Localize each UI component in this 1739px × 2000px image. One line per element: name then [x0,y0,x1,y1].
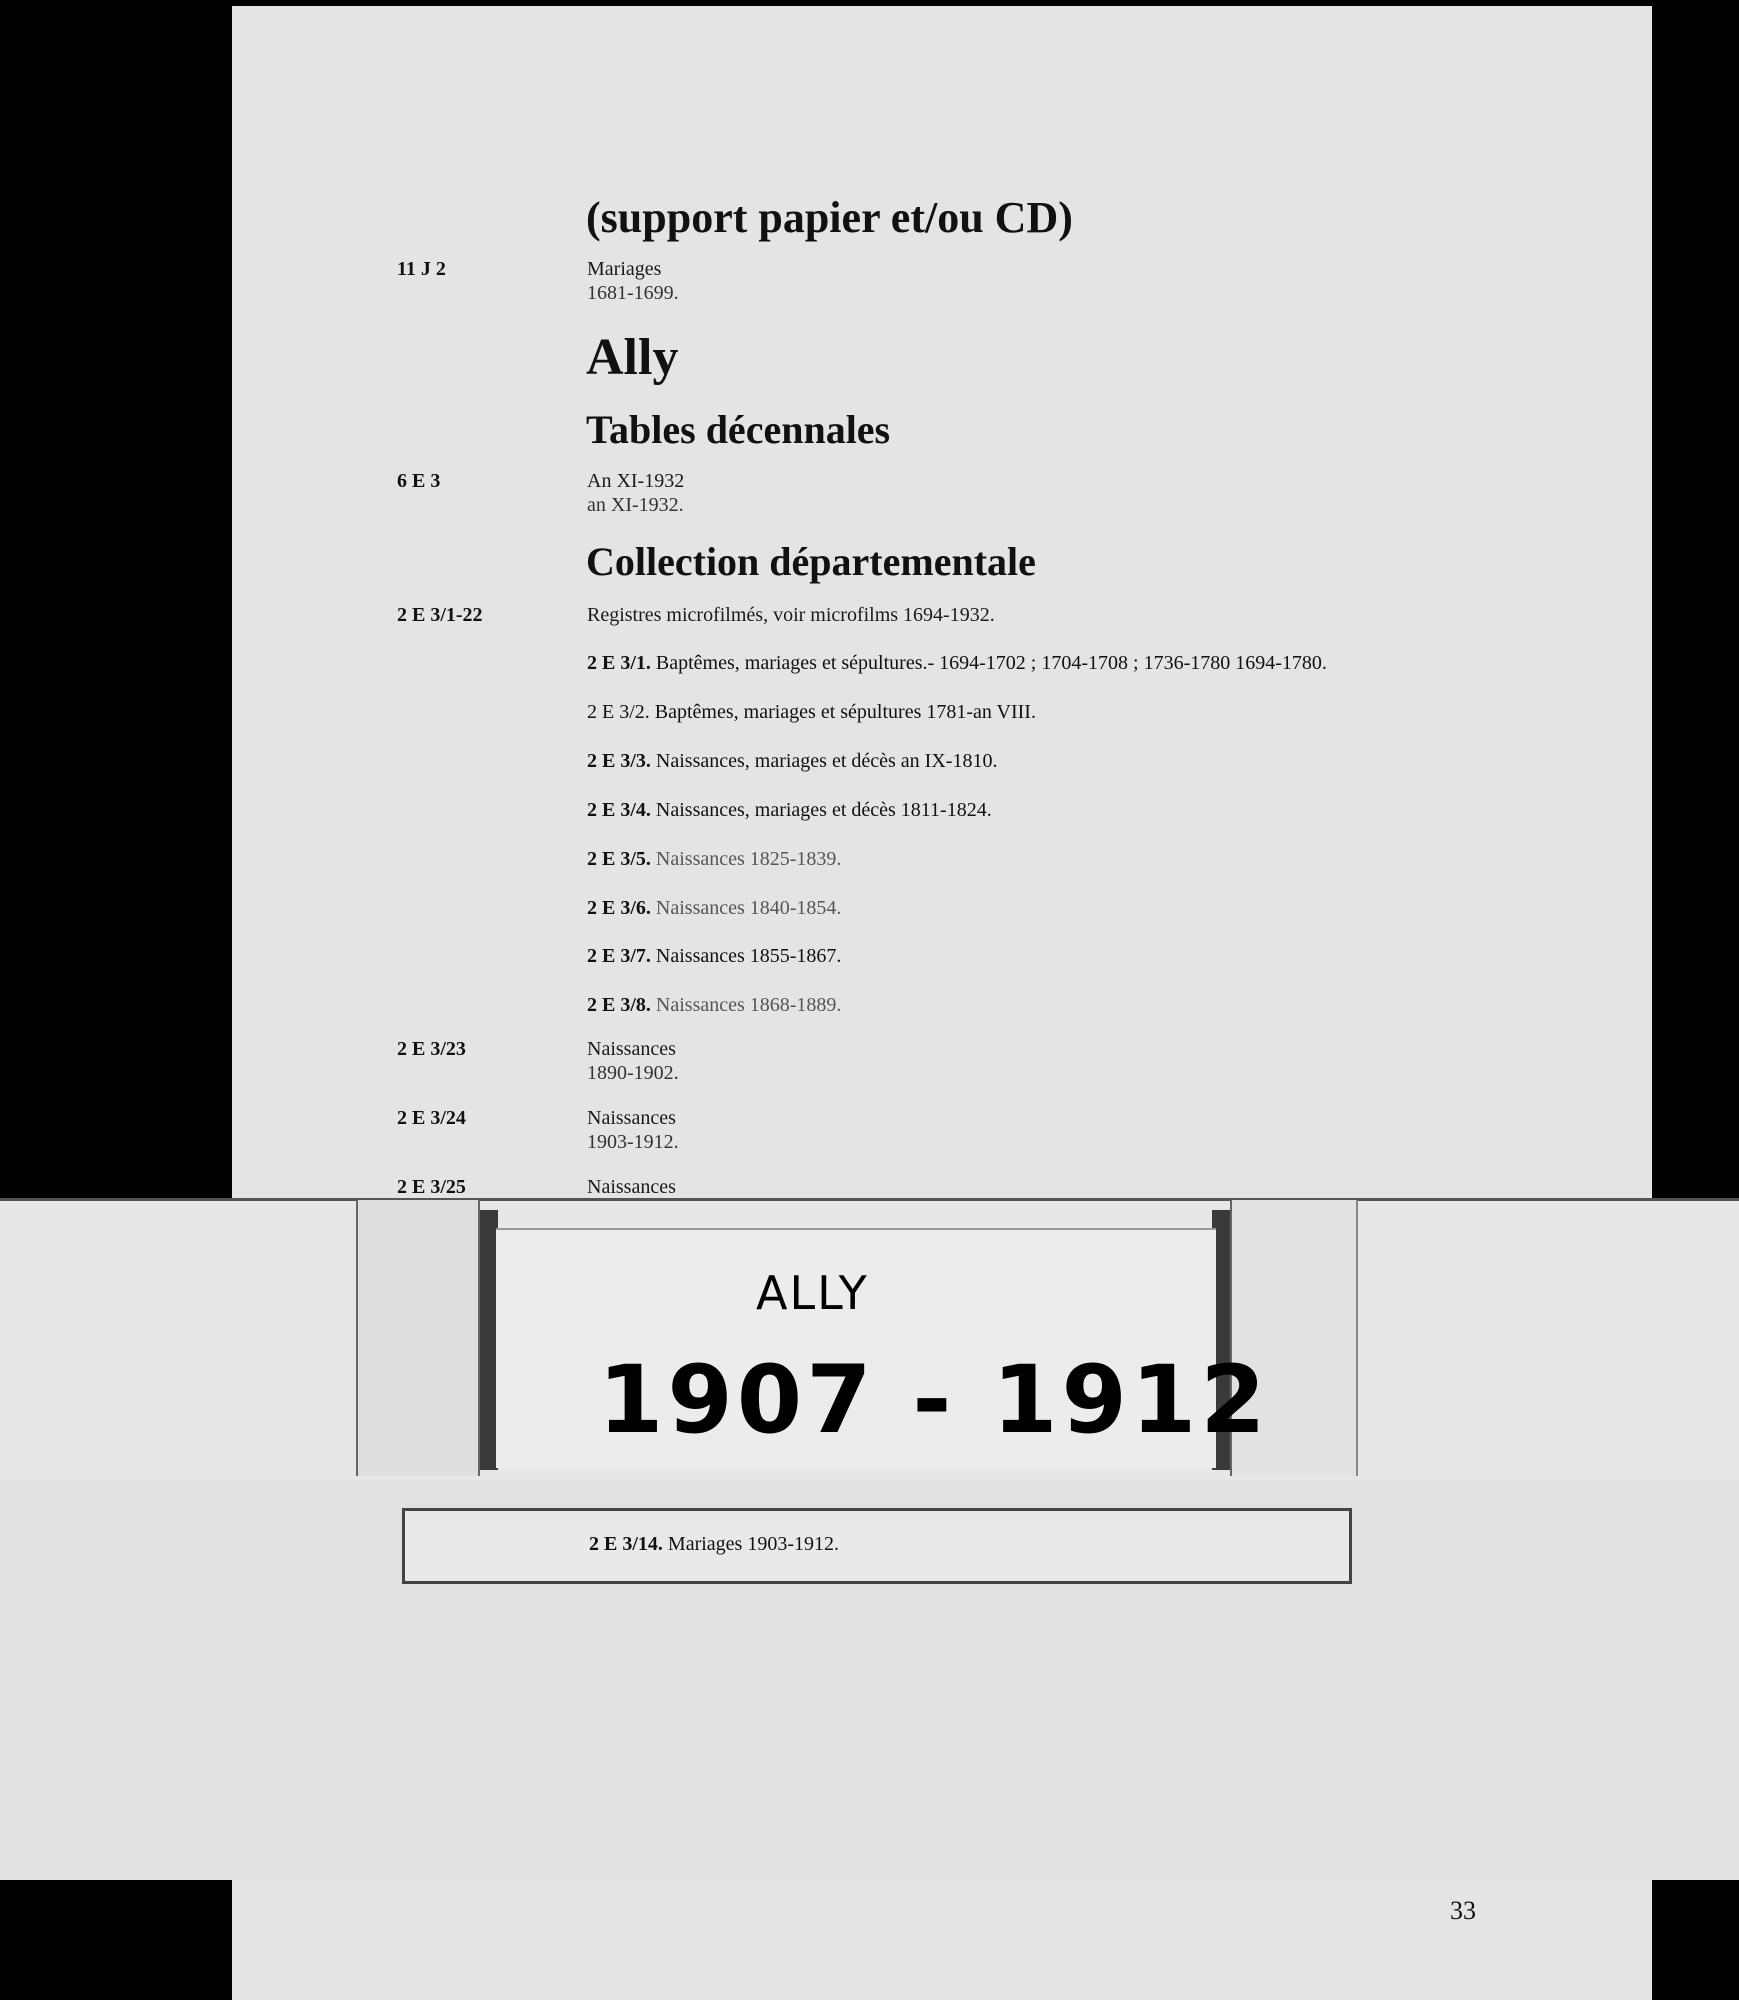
heading-tables: Tables décennales [586,407,891,452]
subentry-code: 2 E 3/8. [587,994,651,1016]
record-dates: 1890-1902. [587,1062,679,1084]
subentry [587,848,841,871]
record-title: Naissances [587,1176,676,1198]
subentry-code: 2 E 3/3. [587,750,651,772]
boxed-entry [402,1508,1352,1584]
subentry-code: 2 E 3/5. [587,848,651,870]
record-title: An XI-1932 [587,470,685,492]
subentry [587,652,1327,675]
subentry-text: Mariages 1903-1912. [667,1533,839,1555]
record-cote: 2 E 3/24 [397,1107,466,1129]
subentry [587,701,1036,724]
record-cote: 2 E 3/25 [397,1176,466,1198]
subentry-code: 2 E 3/1. [587,652,651,674]
subentry-text: Baptêmes, mariages et sépultures.- 1694-1702 ; 1704-1708 ; 1736-1780 1694-1780. [655,652,1327,674]
record-dates: 1903-1912. [587,1131,679,1153]
subentry-text: Naissances 1825-1839. [655,848,842,870]
subentry-code: 2 E 3/7. [587,945,651,967]
record-title: Registres microfilmés, voir microfilms 1694-1932. [587,604,995,626]
page-number: 33 [1450,1896,1476,1925]
record-cote: 2 E 3/23 [397,1038,466,1060]
record-title: Mariages [587,258,662,280]
subentry [587,750,997,773]
subentry-text: Naissances 1868-1889. [655,994,842,1016]
subentry-text: Baptêmes, mariages et sépultures 1781-an VIII. [654,701,1036,723]
heading-collection: Collection départementale [586,539,1036,584]
subentry [587,945,841,968]
subentry-code: 2 E 3/4. [587,799,651,821]
subentry [587,897,841,920]
subentry [587,994,841,1017]
record-title: Naissances [587,1038,676,1060]
label-commune: ALLY [756,1266,869,1320]
record-dates: 1681-1699. [587,282,679,304]
subentry-text: Naissances 1840-1854. [655,897,842,919]
heading-support: (support papier et/ou CD) [586,193,1073,242]
subentry-text: Naissances 1855-1867. [655,945,842,967]
boxed-entry-line [589,1533,839,1556]
subentry-text: Naissances, mariages et décès 1811-1824. [655,799,992,821]
subentry [587,799,992,822]
record-cote: 6 E 3 [397,470,441,492]
subentry-code: 2 E 3/2. [587,701,650,723]
record-cote: 11 J 2 [397,258,446,280]
subentry-code: 2 E 3/6. [587,897,651,919]
record-cote: 2 E 3/1-22 [397,604,483,626]
subentry-code: 2 E 3/14. [589,1533,663,1555]
band-fold [356,1200,480,1476]
label-years: 1907 - 1912 [598,1346,1270,1455]
commune-heading: Ally [586,329,679,386]
record-dates: an XI-1932. [587,494,684,516]
document-page-bottom [232,1880,1652,2000]
record-title: Naissances [587,1107,676,1129]
subentry-text: Naissances, mariages et décès an IX-1810. [655,750,998,772]
